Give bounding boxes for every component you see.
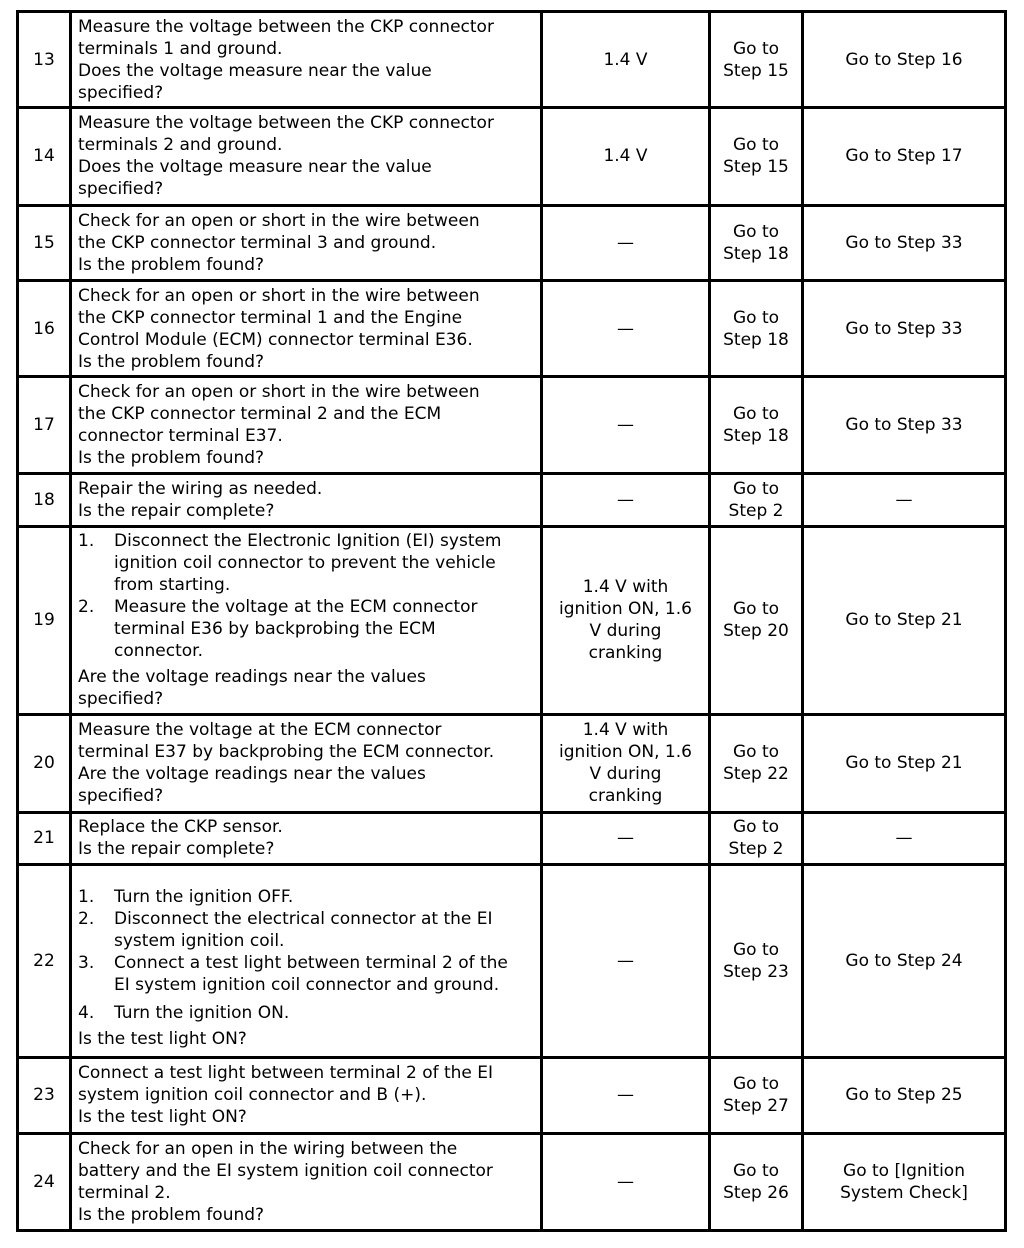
table-row	[18, 715, 1006, 812]
no-action: Go to Step 33	[803, 377, 1006, 474]
text-line: Check for an open in the wiring between the	[78, 1138, 458, 1159]
text-line: Check for an open or short in the wire between	[78, 210, 480, 231]
text-line: specified?	[78, 82, 164, 103]
action-text	[71, 205, 542, 280]
text-line: Go to	[732, 940, 780, 961]
text-line: Step 18	[723, 329, 789, 350]
no-action: —	[803, 812, 1006, 864]
text-line: Step 15	[723, 157, 789, 178]
list-number: 2.	[78, 597, 95, 618]
no-action: Go to Step 17	[803, 108, 1006, 205]
action-text	[71, 715, 542, 812]
text-line: Is the test light ON?	[78, 1107, 247, 1128]
text-line: Step 27	[723, 1096, 789, 1117]
list-number: 1.	[78, 887, 95, 908]
value-cell: —	[542, 280, 710, 376]
step-number: 15	[18, 205, 71, 280]
no-action: Go to Step 16	[803, 12, 1006, 108]
no-action: Go to Step 25	[803, 1058, 1006, 1133]
text-line: Check for an open or short in the wire between	[78, 285, 480, 306]
diagnostic-table-body	[18, 12, 1006, 1231]
question-text	[78, 666, 536, 710]
text-line: Step 2	[728, 501, 784, 522]
text-line: the CKP connector terminal 1 and the Engine	[78, 307, 463, 328]
action-text	[71, 864, 542, 1058]
text-line: terminal E36 by backprobing the ECM	[114, 619, 436, 640]
step-number: 19	[18, 526, 71, 715]
text-line: Step 18	[723, 243, 789, 264]
text-line: Step 23	[723, 962, 789, 983]
text-line: Is the test light ON?	[78, 1029, 247, 1050]
text-line: Go to	[732, 1074, 780, 1095]
no-action: Go to Step 21	[803, 715, 1006, 812]
action-text	[71, 280, 542, 376]
yes-action	[710, 715, 803, 812]
text-line: Connect a test light between terminal 2 of the EI	[78, 1063, 494, 1084]
value-cell: —	[542, 1133, 710, 1230]
text-line: ignition ON, 1.6	[559, 742, 692, 763]
text-line: Is the problem found?	[78, 351, 265, 372]
table-row	[18, 205, 1006, 280]
yes-action	[710, 474, 803, 526]
text-line: ignition coil connector to prevent the vehicle	[114, 553, 496, 574]
text-line: Go to	[732, 599, 780, 620]
yes-action	[710, 526, 803, 715]
text-line: connector.	[114, 641, 204, 662]
step-number: 18	[18, 474, 71, 526]
no-action: Go to Step 33	[803, 280, 1006, 376]
text-line: Go to [Ignition	[843, 1160, 965, 1181]
text-line: Go to	[732, 135, 780, 156]
text-line: Is the problem found?	[78, 254, 265, 275]
table-row	[18, 12, 1006, 108]
list-item	[78, 530, 536, 596]
list-item	[78, 952, 536, 996]
text-line: Go to	[732, 221, 780, 242]
action-text	[71, 526, 542, 715]
text-line: Check for an open or short in the wire between	[78, 382, 480, 403]
yes-action	[710, 812, 803, 864]
text-line: Step 20	[723, 621, 789, 642]
text-line: ignition ON, 1.6	[559, 599, 692, 620]
text-line: Disconnect the electrical connector at the EI	[114, 909, 493, 930]
value-cell: —	[542, 1058, 710, 1133]
no-action	[803, 1133, 1006, 1230]
yes-action	[710, 280, 803, 376]
action-steps-list	[78, 886, 536, 1024]
no-action: —	[803, 474, 1006, 526]
no-action: Go to Step 33	[803, 205, 1006, 280]
text-line: Is the repair complete?	[78, 501, 275, 522]
text-line: battery and the EI system ignition coil connector	[78, 1160, 493, 1181]
list-item	[78, 596, 536, 662]
text-line: system ignition coil.	[114, 931, 285, 952]
text-line: terminals 1 and ground.	[78, 38, 283, 59]
text-line: cranking	[588, 643, 663, 664]
text-line: Step 2	[728, 839, 784, 860]
text-line: Go to	[732, 307, 780, 328]
action-steps-list	[78, 530, 536, 662]
text-line: V during	[589, 764, 662, 785]
yes-action	[710, 1133, 803, 1230]
value-cell: —	[542, 474, 710, 526]
action-text	[71, 377, 542, 474]
value-cell	[542, 526, 710, 715]
action-text	[71, 12, 542, 108]
text-line: terminal 2.	[78, 1182, 171, 1203]
value-cell	[542, 715, 710, 812]
text-line: specified?	[78, 689, 164, 710]
text-line: system ignition coil connector and B (+).	[78, 1085, 427, 1106]
step-number: 16	[18, 280, 71, 376]
yes-action	[710, 377, 803, 474]
step-number: 24	[18, 1133, 71, 1230]
text-line: Connect a test light between terminal 2 of the	[114, 953, 508, 974]
text-line: the CKP connector terminal 2 and the ECM	[78, 404, 442, 425]
table-row	[18, 280, 1006, 376]
question-text	[78, 1028, 536, 1050]
text-line: Measure the voltage between the CKP connector	[78, 113, 494, 134]
step-number: 13	[18, 12, 71, 108]
action-text	[71, 1058, 542, 1133]
list-number: 2.	[78, 909, 95, 930]
text-line: the CKP connector terminal 3 and ground.	[78, 232, 437, 253]
yes-action	[710, 205, 803, 280]
text-line: Step 15	[723, 60, 789, 81]
text-line: Go to	[732, 404, 780, 425]
table-row	[18, 526, 1006, 715]
action-text	[71, 474, 542, 526]
value-cell: 1.4 V	[542, 108, 710, 205]
text-line: EI system ignition coil connector and ground.	[114, 975, 500, 996]
text-line: Is the problem found?	[78, 448, 265, 469]
text-line: Go to	[732, 38, 780, 59]
text-line: 1.4 V with	[582, 720, 669, 741]
text-line: Go to	[732, 817, 780, 838]
table-row	[18, 474, 1006, 526]
text-line: Go to	[732, 742, 780, 763]
value-cell: 1.4 V	[542, 12, 710, 108]
list-item	[78, 1002, 536, 1024]
text-line: Go to	[732, 1160, 780, 1181]
text-line: Turn the ignition OFF.	[114, 887, 294, 908]
value-cell: —	[542, 377, 710, 474]
no-action: Go to Step 21	[803, 526, 1006, 715]
text-line: Control Module (ECM) connector terminal E36.	[78, 329, 473, 350]
list-item	[78, 908, 536, 952]
value-cell: —	[542, 812, 710, 864]
action-text	[71, 108, 542, 205]
no-action: Go to Step 24	[803, 864, 1006, 1058]
text-line: Does the voltage measure near the value	[78, 157, 432, 178]
text-line: cranking	[588, 786, 663, 807]
text-line: Are the voltage readings near the values	[78, 667, 426, 688]
list-number: 1.	[78, 531, 95, 552]
text-line: Measure the voltage at the ECM connector	[114, 597, 478, 618]
yes-action	[710, 108, 803, 205]
table-row	[18, 1058, 1006, 1133]
action-text	[71, 812, 542, 864]
text-line: specified?	[78, 786, 164, 807]
text-line: Are the voltage readings near the values	[78, 764, 426, 785]
value-cell: —	[542, 205, 710, 280]
text-line: Does the voltage measure near the value	[78, 60, 432, 81]
diagnostic-table	[16, 10, 1007, 1232]
text-line: specified?	[78, 179, 164, 200]
text-line: terminals 2 and ground.	[78, 135, 283, 156]
step-number: 23	[18, 1058, 71, 1133]
step-number: 22	[18, 864, 71, 1058]
text-line: from starting.	[114, 575, 231, 596]
text-line: System Check]	[840, 1182, 968, 1203]
yes-action	[710, 1058, 803, 1133]
text-line: Replace the CKP sensor.	[78, 817, 283, 838]
step-number: 20	[18, 715, 71, 812]
text-line: Measure the voltage between the CKP connector	[78, 16, 494, 37]
text-line: Step 22	[723, 764, 789, 785]
text-line: Measure the voltage at the ECM connector	[78, 720, 442, 741]
text-line: terminal E37 by backprobing the ECM connector.	[78, 742, 495, 763]
list-number: 3.	[78, 953, 95, 974]
action-text	[71, 1133, 542, 1230]
table-row	[18, 108, 1006, 205]
step-number: 14	[18, 108, 71, 205]
value-cell: —	[542, 864, 710, 1058]
table-row	[18, 377, 1006, 474]
text-line: Repair the wiring as needed.	[78, 479, 323, 500]
text-line: connector terminal E37.	[78, 426, 283, 447]
text-line: 1.4 V with	[582, 577, 669, 598]
table-row	[18, 864, 1006, 1058]
table-row	[18, 1133, 1006, 1230]
step-number: 17	[18, 377, 71, 474]
text-line: Is the problem found?	[78, 1204, 265, 1225]
text-line: Step 26	[723, 1182, 789, 1203]
text-line: Is the repair complete?	[78, 839, 275, 860]
yes-action	[710, 864, 803, 1058]
text-line: Disconnect the Electronic Ignition (EI) system	[114, 531, 502, 552]
step-number: 21	[18, 812, 71, 864]
list-item	[78, 886, 536, 908]
table-row	[18, 812, 1006, 864]
text-line: Go to	[732, 479, 780, 500]
text-line: V during	[589, 621, 662, 642]
text-line: Step 18	[723, 426, 789, 447]
list-number: 4.	[78, 1003, 95, 1024]
text-line: Turn the ignition ON.	[114, 1003, 290, 1024]
yes-action	[710, 12, 803, 108]
